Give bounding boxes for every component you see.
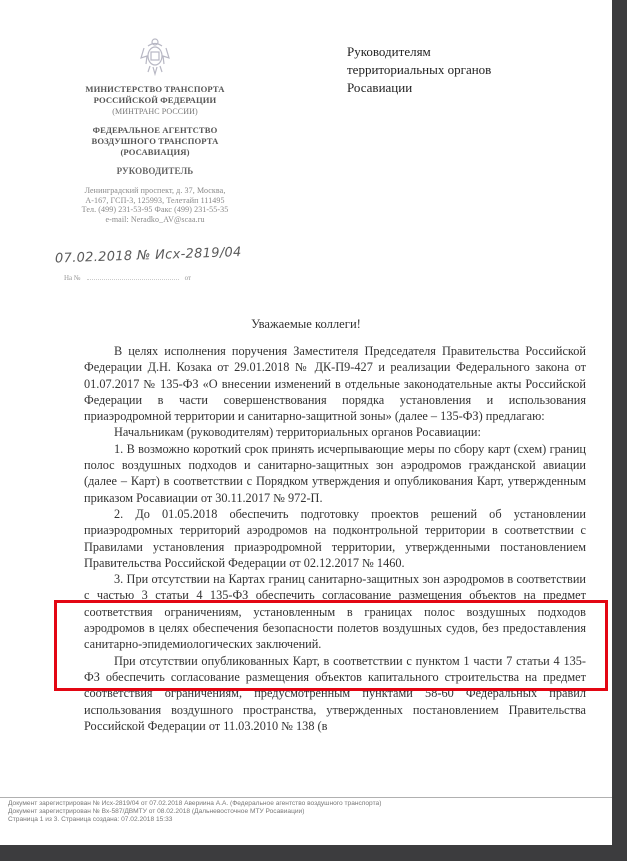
addressees-paragraph: Начальникам (руководителям) территориальных органов Росавиации: — [114, 425, 481, 440]
viewer-background-bottom — [0, 845, 627, 861]
handwritten-registration-number: 07.02.2018 № Исх-2819/04 — [54, 244, 242, 267]
footer-page-info: Страница 1 из 3. Страница создана: 07.02.2018 15:33 — [8, 816, 173, 824]
footer-registration-line: Документ зарегистрирован № Исх-2819/04 от 07.02.2018 Авериина А.А. (Федеральное агентство воздушного транспорта) — [8, 800, 382, 807]
sender-role: РУКОВОДИТЕЛЬ — [116, 166, 194, 176]
coat-of-arms-icon — [138, 36, 172, 76]
phone-fax-line: Тел. (499) 231-53-95 Факс (499) 231-55-35 — [81, 205, 229, 215]
letter-body — [84, 343, 586, 734]
reference-date-label: от — [184, 274, 192, 282]
email-line: e-mail: Neradko_AV@scaa.ru — [105, 214, 205, 224]
recipient-line: Руководителям — [347, 44, 431, 59]
ministry-short-name: (МИНТРАНС РОССИИ) — [112, 107, 198, 116]
agency-name-line1: ФЕДЕРАЛЬНОЕ АГЕНТСТВО — [92, 125, 218, 135]
intro-paragraph: В целях исполнения поручения Заместителя Председателя Правительства Российской Федерации Д.Н. Козака от 29.01.2018 № ДК-П9-427 и реализации Федерального закона от 01.07.2017 № 135-ФЗ «О внесении изменений в отдельные законодательные акты Российской Федерации в части совершенствования порядка установления и использования приаэродромной территории и санитарно-защитной зоны» (далее – 135-ФЗ) предлагаю: — [84, 344, 586, 424]
viewer-background-right — [612, 0, 627, 861]
item-1-paragraph: 1. В возможно короткий срок принять исчерпывающие меры по сбору карт (схем) границ полос воздушных подходов и санитарно-защитных зон аэродромов гражданской авиации (далее – Карт) в соответствии с Порядком утверждения и опубликования Карт, утвержденным приказом Росавиации от 30.11.2017 № 972-П. — [84, 441, 586, 505]
recipient-line: территориальных органов — [347, 62, 492, 77]
recipient-block — [347, 43, 547, 97]
footer-registration-line: Документ зарегистрирован № Вх-587/ДВМТУ от 08.02.2018 (Дальневосточное МТУ Росавиации) — [8, 808, 305, 816]
reference-line — [64, 274, 244, 282]
item-2-paragraph: 2. До 01.05.2018 обеспечить подготовку проектов решений об установлении приаэродромных территорий аэродромов на подконтрольной территории в соответствии с Правилами установления приаэродромной территории, утвержденными постановлением Правительства Российской Федерации от 02.12.2017 № 1460. — [84, 506, 586, 570]
salutation: Уважаемые коллеги! — [251, 317, 361, 331]
footer-divider — [0, 797, 612, 798]
sender-address — [66, 186, 244, 224]
letterhead — [66, 84, 244, 224]
registration-footer — [8, 800, 588, 825]
address-line: А-167, ГСП-3, 125993, Телетайп 111495 — [85, 195, 225, 205]
address-line: Ленинградский проспект, д. 37, Москва, — [84, 186, 226, 195]
ministry-name-line2: РОССИЙСКОЙ ФЕДЕРАЦИИ — [93, 95, 217, 105]
item-3-paragraph: 3. При отсутствии на Картах границ санитарно-защитных зон аэродромов в соответствии с частью 3 статьи 4 135-ФЗ обеспечить согласование размещения объектов на предмет соответствия ограничениям, установленным в границах полос воздушных подходов аэродромов в целях обеспечения безопасности полетов воздушных судов, без предоставления санитарно-эпидемиологических заключений. — [84, 572, 586, 652]
reference-number-label: На № — [64, 274, 81, 282]
item-4-paragraph: При отсутствии опубликованных Карт, в соответствии с пунктом 1 части 7 статьи 4 135-ФЗ обеспечить согласование размещения объектов капитального строительства на предмет соответствия ограничениям, предусмотренным пунктами 58-60 Федеральных правил использования воздушного пространства, утвержденных постановлением Правительства Российской Федерации от 11.03.2010 № 138 (в — [84, 653, 586, 733]
agency-name-line2: ВОЗДУШНОГО ТРАНСПОРТА — [91, 136, 219, 146]
ministry-name-line1: МИНИСТЕРСТВО ТРАНСПОРТА — [85, 84, 225, 94]
agency-short-name: (РОСАВИАЦИЯ) — [120, 147, 190, 157]
recipient-line: Росавиации — [347, 80, 413, 95]
